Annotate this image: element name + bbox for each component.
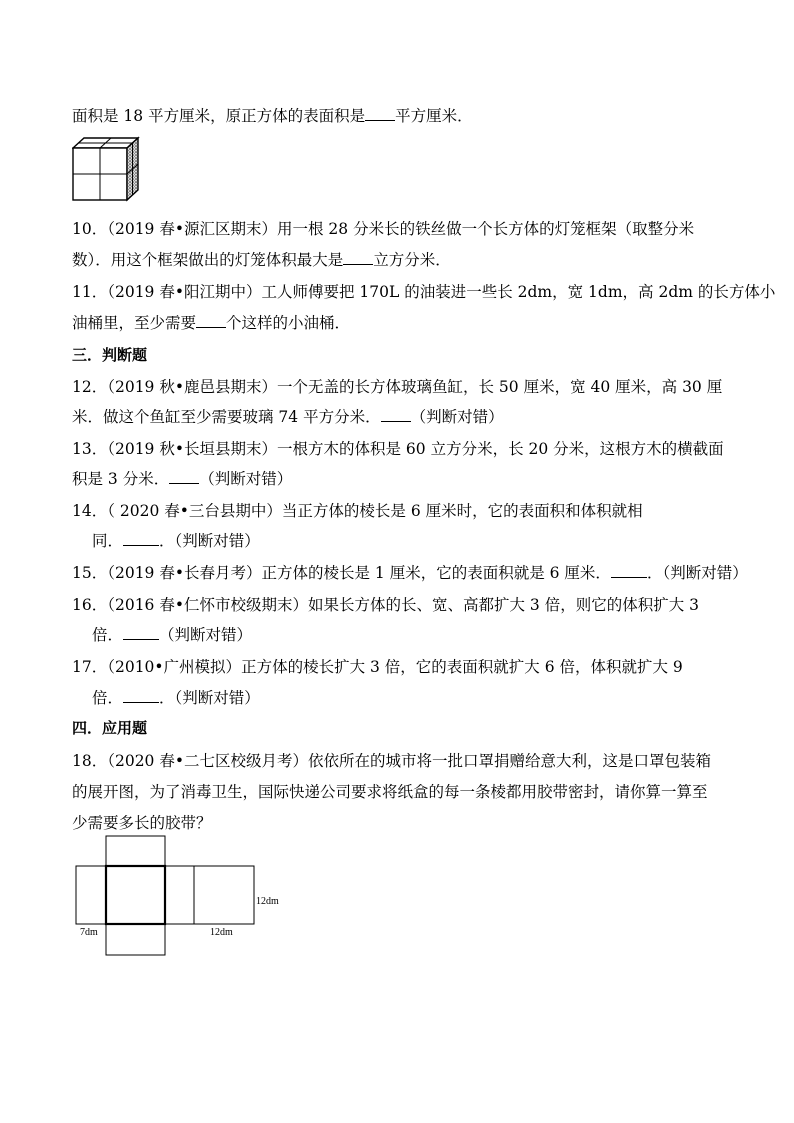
q14-text-a: 同． (92, 532, 124, 550)
question-12-line1: 12．（2019 秋•鹿邑县期末）一个无盖的长方体玻璃鱼缸，长 50 厘米，宽 40 厘米，高 30 厘 (72, 378, 723, 396)
question-14-line2 (92, 529, 260, 551)
question-18-line2: 的展开图，为了消毒卫生，国际快递公司要求将纸盒的每一条棱都用胶带密封，请你算一算至 (72, 783, 708, 801)
answer-blank[interactable] (123, 625, 159, 640)
answer-blank[interactable] (196, 313, 226, 328)
q16-text-a: 倍． (92, 626, 124, 644)
question-16-line1: 16．（2016 春•仁怀市校级期末）如果长方体的长、宽、高都扩大 3 倍，则它的体积扩大 3 (72, 596, 699, 614)
answer-blank[interactable] (381, 407, 411, 422)
answer-blank[interactable] (123, 531, 159, 546)
net-top-flap (106, 836, 165, 866)
q16-text-b: （判断对错） (159, 626, 253, 644)
question-18-line1: 18．（2020 春•二七区校级月考）依依所在的城市将一批口罩捐赠给意大利，这是口罩包装箱 (72, 752, 711, 770)
net-back-face (194, 866, 254, 924)
answer-blank[interactable] (123, 688, 159, 703)
answer-blank[interactable] (611, 563, 647, 578)
question-10-line2 (72, 248, 451, 270)
q11-text-b: 个这样的小油桶． (226, 314, 351, 332)
answer-blank[interactable] (343, 250, 373, 265)
section-heading-application: 四．应用题 (72, 719, 148, 737)
net-label-height: 12dm (256, 896, 279, 907)
question-17-line1: 17．（2010•广州模拟）正方体的棱长扩大 3 倍，它的表面积就扩大 6 倍，体积就扩大 9 (72, 658, 683, 676)
question-12-line2 (72, 405, 504, 427)
q10-text-a: 数）．用这个框架做出的灯笼体积最大是 (72, 251, 344, 269)
answer-blank[interactable] (169, 469, 199, 484)
net-label-length: 12dm (210, 927, 233, 938)
section-heading-judgement: 三．判断题 (72, 346, 148, 364)
q9-text-b: 平方厘米． (395, 107, 473, 125)
q13-text-b: （判断对错） (199, 470, 293, 488)
net-front-face (106, 866, 165, 924)
q17-text-a: 倍． (92, 689, 124, 707)
q17-text-b: ．（判断对错） (159, 689, 260, 707)
q9-text-a: 面积是 18 平方厘米，原正方体的表面积是 (72, 107, 366, 125)
question-13-line1: 13．（2019 秋•长垣县期末）一根方木的体积是 60 立方分米，长 20 分米，这根方木的横截面 (72, 440, 724, 458)
q10-text-b: 立方分米． (373, 251, 451, 269)
net-left-side (76, 866, 106, 924)
q15-text-a: 15．（2019 春•长春月考）正方体的棱长是 1 厘米，它的表面积就是 6 厘米． (72, 564, 611, 582)
answer-blank[interactable] (365, 106, 395, 121)
question-18-line3: 少需要多长的胶带？ (72, 814, 212, 832)
q14-text-b: ．（判断对错） (159, 532, 260, 550)
question-14-line1: 14．（ 2020 春•三台县期中）当正方体的棱长是 6 厘米时，它的表面积和体积就相 (72, 502, 643, 520)
question-16-line2 (92, 623, 252, 645)
net-label-width: 7dm (80, 927, 98, 938)
question-17-line2 (92, 686, 260, 708)
question-15-line1 (72, 561, 748, 583)
question-11-line2 (72, 311, 350, 333)
net-bottom-flap (106, 924, 165, 955)
q11-text-a: 油桶里，至少需要 (72, 314, 197, 332)
question-9-tail (72, 104, 473, 126)
net-right-side (165, 866, 194, 924)
q12-text-b: （判断对错） (410, 408, 504, 426)
q15-text-b: ．（判断对错） (646, 564, 748, 582)
question-11-line1: 11．（2019 春•阳江期中）工人师傅要把 170L 的油装进一些长 2dm，宽 1dm，高 2dm 的长方体小 (72, 283, 776, 301)
q13-text-a: 积是 3 分米． (72, 470, 170, 488)
question-10-line1: 10．（2019 春•源汇区期末）用一根 28 分米长的铁丝做一个长方体的灯笼框架（取整分米 (72, 220, 695, 238)
q12-text-a: 米．做这个鱼缸至少需要玻璃 74 平方分米． (72, 408, 381, 426)
cube-figure (72, 136, 144, 202)
question-13-line2 (72, 467, 292, 489)
box-net-figure (72, 834, 332, 958)
